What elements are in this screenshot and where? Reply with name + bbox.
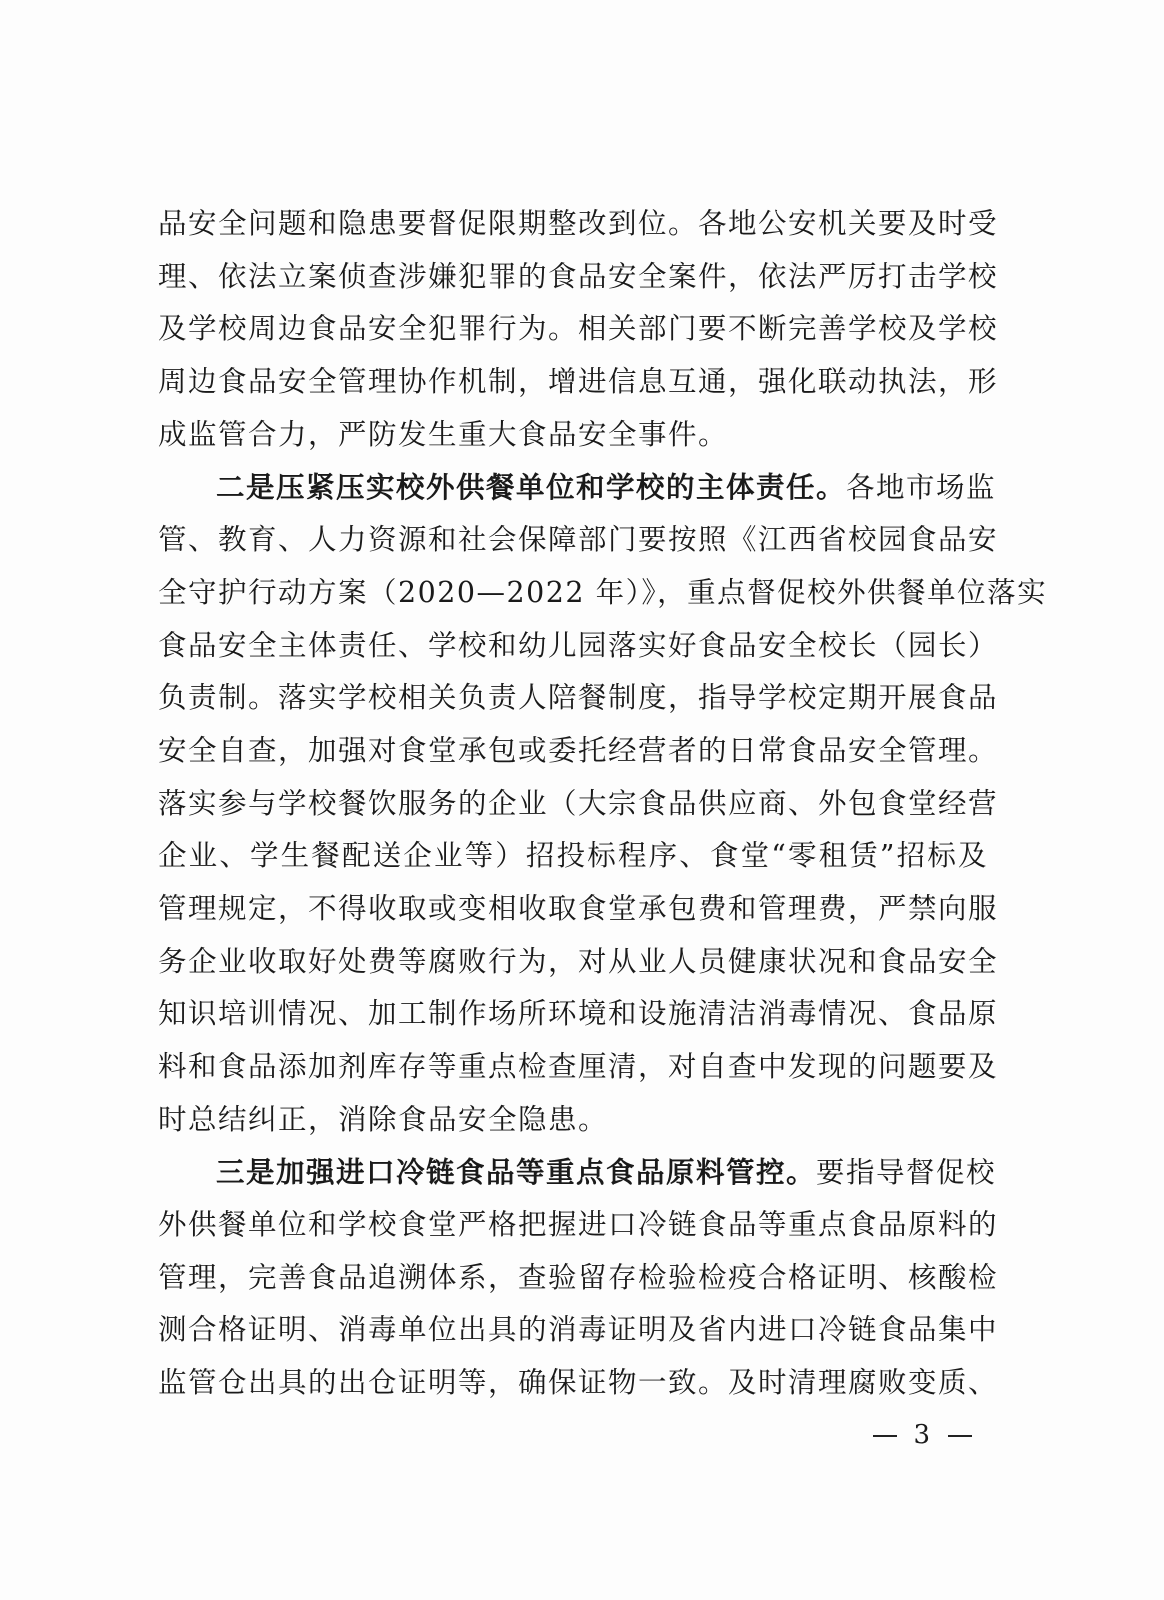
text-line: 外供餐单位和学校食堂严格把握进口冷链食品等重点食品原料的 [158, 1208, 999, 1242]
text-line: 全守护行动方案（2020—2022 年）》，重点督促校外供餐单位落实 [158, 575, 1048, 609]
paragraph-1 [158, 198, 999, 461]
text-line: 测合格证明、消毒单位出具的消毒证明及省内进口冷链食品集中 [158, 1313, 999, 1347]
document-body [158, 198, 1048, 1410]
dash-left [873, 1435, 897, 1437]
text-line: 监管仓出具的出仓证明等，确保证物一致。及时清理腐败变质、 [158, 1366, 999, 1400]
text-line: 企业、学生餐配送企业等）招投标程序、食堂“零租赁”招标及 [158, 839, 988, 873]
text-line: 理、依法立案侦查涉嫌犯罪的食品安全案件，依法严厉打击学校 [158, 259, 999, 293]
paragraph-lead-heading: 二是压紧压实校外供餐单位和学校的主体责任。 [216, 470, 847, 505]
text-line: 知识培训情况、加工制作场所环境和设施清洁消毒情况、食品原 [158, 997, 999, 1031]
dash-right [948, 1435, 972, 1437]
text-line: 成监管合力，严防发生重大食品安全事件。 [158, 417, 729, 451]
text-line: 管、教育、人力资源和社会保障部门要按照《江西省校园食品安 [158, 523, 999, 557]
text-line: 管理规定，不得收取或变相收取食堂承包费和管理费，严禁向服 [158, 891, 999, 925]
page-number-value: 3 [913, 1420, 932, 1450]
page-number [857, 1420, 988, 1450]
text-line: 品安全问题和隐患要督促限期整改到位。各地公安机关要及时受 [158, 207, 999, 240]
text-line: 负责制。落实学校相关负责人陪餐制度，指导学校定期开展食品 [158, 681, 999, 715]
text-line: 料和食品添加剂库存等重点检查厘清，对自查中发现的问题要及 [158, 1050, 999, 1083]
paragraph-first-line [158, 1146, 997, 1199]
text-line: 管理，完善食品追溯体系，查验留存检验检疫合格证明、核酸检 [158, 1260, 999, 1294]
text-line: 时总结纠正，消除食品安全隐患。 [158, 1102, 609, 1136]
text-line: 安全自查，加强对食堂承包或委托经营者的日常食品安全管理。 [158, 733, 999, 767]
text-line: 及学校周边食品安全犯罪行为。相关部门要不断完善学校及学校 [158, 312, 999, 346]
text-line: 周边食品安全管理协作机制，增进信息互通，强化联动执法，形 [158, 365, 999, 399]
paragraph-lead-heading: 三是加强进口冷链食品等重点食品原料管控。 [216, 1155, 817, 1190]
text-fragment: 各地市场监 [846, 471, 997, 505]
text-fragment: 要指导督促校 [816, 1156, 997, 1190]
text-line: 食品安全主体责任、学校和幼儿园落实好食品安全校长（园长） [158, 628, 999, 662]
paragraph-first-line [158, 461, 997, 514]
text-line: 落实参与学校餐饮服务的企业（大宗食品供应商、外包食堂经营 [158, 786, 999, 820]
paragraph-2 [158, 461, 1048, 1146]
text-line: 务企业收取好处费等腐败行为，对从业人员健康状况和食品安全 [158, 944, 999, 978]
paragraph-3 [158, 1146, 999, 1409]
